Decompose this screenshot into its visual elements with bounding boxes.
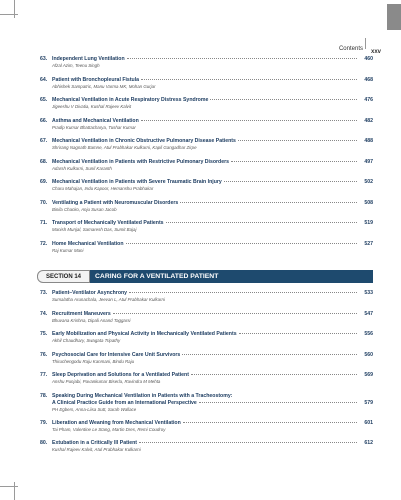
entry-authors: Abhishek Sampatric, Manu Varma MK, Mohan Gurjar	[52, 83, 156, 89]
entry-title: Transport of Mechanically Ventilated Patients	[52, 220, 164, 226]
entry-authors: Thiruchengodu Raju Kanmani, Bindu Raju	[52, 358, 135, 364]
entry-authors: Adarsh Kulkarni, Sunil Karanth	[52, 165, 112, 171]
page-edge-tab	[387, 4, 401, 30]
entry-page: 601	[364, 419, 373, 426]
toc-entry[interactable]	[40, 372, 373, 393]
entry-title: Sleep Deprivation and Solutions for a Ventilated Patient	[52, 372, 189, 378]
header-label: Contents	[338, 46, 363, 52]
crop-mark	[0, 486, 18, 487]
toc-entry[interactable]	[40, 179, 373, 200]
toc-entry[interactable]	[40, 440, 373, 461]
toc-list-top	[40, 56, 373, 261]
leader-dots	[210, 99, 357, 100]
entry-number: 70.	[40, 199, 48, 206]
leader-dots	[231, 161, 357, 162]
entry-number: 75.	[40, 331, 48, 337]
entry-title: Patient with Bronchopleural Fistula	[52, 76, 140, 83]
crop-mark	[14, 0, 15, 18]
entry-authors: Sumalatha Arunachala, Jeevan L, Atul Prabhakar Kulkarni	[52, 297, 165, 302]
leader-dots	[199, 402, 357, 403]
crop-mark	[14, 482, 15, 500]
toc-entry[interactable]	[40, 118, 373, 139]
leader-dots	[129, 292, 357, 293]
entry-title: Patient–Ventilator Asynchrony	[52, 290, 128, 296]
toc-entry[interactable]	[40, 159, 373, 180]
header-separator	[365, 38, 366, 49]
entry-number: 66.	[40, 117, 48, 124]
toc-entry[interactable]	[40, 352, 373, 373]
entry-title: Mechanical Ventilation in Patients with Restrictive Pulmonary Disorders	[52, 158, 229, 165]
leader-dots	[239, 333, 357, 334]
leader-dots	[183, 422, 357, 423]
toc-entry[interactable]	[40, 393, 373, 420]
entry-number: 69.	[40, 179, 48, 185]
entry-authors: Bhuvana Krishna, Dipali Anand Taggarsi	[52, 317, 131, 323]
entry-page: 547	[364, 310, 373, 317]
toc-entry[interactable]	[40, 138, 373, 159]
section-label: SECTION 14	[37, 270, 90, 283]
section-header	[37, 270, 373, 283]
toc-entry[interactable]	[40, 200, 373, 221]
entry-authors: Tai Pham, Valentine Le Stang, Martin Dres, Remi Coudroy	[52, 426, 166, 432]
entry-title: Recruitment Maneuvers	[52, 310, 111, 317]
entry-title: Early Mobilization and Physical Activity in Mechanically Ventilated Patients	[52, 331, 237, 337]
entry-title: Independent Lung Ventilation	[52, 56, 125, 62]
header-page-number: xxv	[370, 49, 381, 55]
entry-number: 63.	[40, 56, 48, 62]
entry-title: Mechanical Ventilation in Chronic Obstructive Pulmonary Disease Patients	[52, 138, 236, 144]
entry-page: 508	[364, 199, 373, 206]
entry-number: 73.	[40, 290, 48, 296]
leader-dots	[139, 442, 357, 443]
entry-number: 77.	[40, 372, 48, 378]
entry-page: 476	[364, 97, 373, 103]
entry-page: 527	[364, 240, 373, 247]
entry-page: 488	[364, 138, 373, 144]
leader-dots	[166, 222, 357, 223]
entry-page: 612	[364, 440, 373, 446]
entry-authors: Afzal Azim, Teenu Singh	[52, 63, 100, 68]
entry-authors: PH Egbers, Anna-Liisa Sutt, Sarah Wallace	[52, 406, 137, 412]
entry-page: 579	[364, 399, 373, 406]
entry-authors: Jigeeshu V Divatia, Kushal Rajeev Kalvit	[52, 104, 132, 109]
entry-authors: Kushal Rajeev Kalvit, Atul Prabhakar Kulkarni	[52, 447, 141, 452]
leader-dots	[191, 374, 357, 375]
entry-page: 533	[364, 290, 373, 296]
leader-dots	[238, 140, 357, 141]
entry-authors: Akhil Chaudhary, Swagata Tripathy	[52, 338, 121, 343]
entry-title: Liberation and Weaning from Mechanical Ventilation	[52, 419, 181, 426]
section-title: CARING FOR A VENTILATED PATIENT	[90, 270, 373, 283]
toc-entry[interactable]	[40, 241, 373, 262]
leader-dots	[141, 120, 357, 121]
toc-entry[interactable]	[40, 290, 373, 311]
leader-dots	[113, 313, 357, 314]
leader-dots	[224, 181, 357, 182]
entry-number: 76.	[40, 351, 48, 358]
entry-title: Extubation in a Critically Ill Patient	[52, 440, 138, 446]
entry-authors: Anshu Punjabi, Pavankumar Biserla, Ravindra M Mehta	[52, 379, 161, 384]
entry-title: Asthma and Mechanical Ventilation	[52, 117, 139, 124]
toc-entry[interactable]	[40, 420, 373, 441]
entry-page: 502	[364, 179, 373, 185]
entry-page: 482	[364, 117, 373, 124]
crop-mark	[0, 14, 18, 15]
toc-entry[interactable]	[40, 331, 373, 352]
entry-number: 74.	[40, 310, 48, 317]
entry-number: 64.	[40, 76, 48, 83]
entry-page: 497	[364, 158, 373, 165]
entry-page: 556	[364, 331, 373, 337]
entry-authors: Pradip Kumar Bhattacharya, Tushar Kumar	[52, 124, 136, 130]
toc-entry[interactable]	[40, 311, 373, 332]
entry-title: Speaking During Mechanical Ventilation in Patients with a Tracheostomy:	[52, 392, 233, 399]
entry-page: 569	[364, 372, 373, 378]
entry-number: 72.	[40, 240, 48, 247]
toc-entry[interactable]	[40, 77, 373, 98]
entry-number: 71.	[40, 220, 48, 226]
entry-subtitle: A Clinical Practice Guide from an International Perspective	[52, 399, 197, 406]
toc-entry[interactable]	[40, 56, 373, 77]
leader-dots	[127, 58, 357, 59]
entry-authors: Raj Kumar Mani	[52, 247, 84, 253]
entry-number: 67.	[40, 138, 48, 144]
leader-dots	[182, 354, 357, 355]
entry-number: 68.	[40, 158, 48, 165]
entry-title: Mechanical Ventilation in Patients with Severe Traumatic Brain Injury	[52, 179, 222, 185]
entry-title: Ventilating a Patient with Neuromuscular Disorders	[52, 199, 179, 206]
entry-authors: Charu Mahajan, Indu Kapoor, Hemanshu Prabhakar	[52, 186, 154, 191]
entry-number: 65.	[40, 97, 48, 103]
entry-page: 560	[364, 351, 373, 358]
entry-page: 460	[364, 56, 373, 62]
entry-number: 79.	[40, 419, 48, 426]
toc-list-bottom	[40, 290, 373, 461]
leader-dots	[180, 202, 357, 203]
entry-title: Mechanical Ventilation in Acute Respiratory Distress Syndrome	[52, 97, 209, 103]
entry-page: 468	[364, 76, 373, 83]
entry-authors: Manish Munjal, Samaresh Das, Sumit Bajaj	[52, 227, 137, 232]
entry-number: 80.	[40, 440, 48, 446]
toc-entry[interactable]	[40, 97, 373, 118]
toc-entry[interactable]	[40, 220, 373, 241]
entry-title: Home Mechanical Ventilation	[52, 240, 124, 247]
leader-dots	[141, 79, 357, 80]
entry-page: 519	[364, 220, 373, 226]
leader-dots	[126, 243, 358, 244]
entry-number: 78.	[40, 392, 48, 399]
entry-title: Psychosocial Care for Intensive Care Unit Survivors	[52, 351, 181, 358]
entry-authors: Binila Chacko, Anju Susan Jacob	[52, 206, 117, 212]
entry-authors: Shrirang Nagnath Bamne, Atul Prabhakar Kulkarni, Kapil Gangadhar Zirpe	[52, 145, 197, 150]
